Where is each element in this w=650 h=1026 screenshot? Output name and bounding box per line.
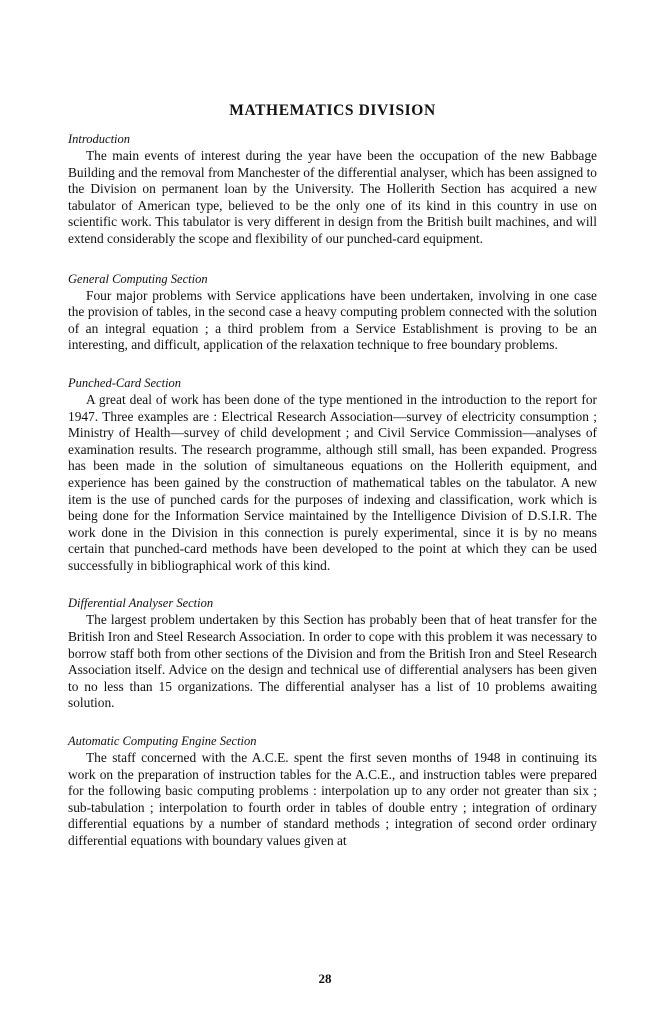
section-paragraph: A great deal of work has been done of the type mentioned in the introduction to the report for 1947. Three examples are : Electrical Research Association—survey of electricity consumption ; Ministry of Health—survey of child development ; and Civil Service Commission—analyses of examination results. The research programme, although still small, has been expanded. Progress has been made in the solution of simultaneous equations on the Hollerith equipment, and experience has been gained by the construction of mathematical tables on the tabulator. A new item is the use of punched cards for the purposes of indexing and classification, work which is being done for the Information Service maintained by the Intelligence Division of D.S.I.R. The work done in the Division in this connection is purely experimental, since it is by no means certain that punched-card methods have been developed to the point at which they can be used successfully in bibliographical work of this kind. [68, 391, 597, 573]
section-differential-analyser [68, 595, 597, 712]
section-punched-card [68, 375, 597, 575]
section-heading: General Computing Section [68, 271, 208, 286]
section-paragraph: The largest problem undertaken by this Section has probably been that of heat transfer for the British Iron and Steel Research Association. In order to cope with this problem it was necessary to borrow staff both from other sections of the Division and from the British Iron and Steel Research Association itself. Advice on the design and technical use of differential analysers has been given to no less than 15 organizations. The differential analyser has a list of 10 problems awaiting solution. [68, 612, 597, 711]
section-paragraph: The staff concerned with the A.C.E. spent the first seven months of 1948 in continuing its work on the preparation of instruction tables for the A.C.E., and instruction tables were prepared for the following basic computing problems : interpolation up to any order not greater than six ; sub-tabulation ; interpolation to fourth order in tables of double entry ; integration of ordinary differential equations by a number of standard methods ; integration of second order ordinary differential equations with boundary values given at [68, 750, 597, 848]
section-heading: Punched-Card Section [68, 375, 182, 390]
section-heading: Differential Analyser Section [68, 596, 214, 611]
section-heading: Introduction [68, 132, 131, 146]
page-title: MATHEMATICS DIVISION [229, 102, 436, 119]
section-heading: Automatic Computing Engine Section [68, 734, 257, 749]
section-introduction [68, 131, 597, 248]
section-paragraph: The main events of interest during the year have been the occupation of the new Babbage Building and the removal from Manchester of the differential analyser, which has been assigned to the Division on permanent loan by the University. The Hollerith Section has acquired a new tabulator of American type, believed to be the only one of its kind in this country in use on scientific work. This tabulator is very different in design from the British built machines, and will extend considerably the scope and flexibility of our punched-card equipment. [68, 148, 597, 246]
page-body [68, 100, 597, 871]
section-automatic-computing-engine [68, 733, 597, 850]
section-paragraph: Four major problems with Service applications have been undertaken, involving in one case the provision of tables, in the second case a heavy computing problem connected with the solution of an integral equation ; a third problem from a Service Establishment is proving to be an interesting, and difficult, application of the relaxation technique to free boundary problems. [68, 287, 597, 353]
page-number: 28 [318, 971, 332, 986]
section-general-computing [68, 271, 597, 354]
